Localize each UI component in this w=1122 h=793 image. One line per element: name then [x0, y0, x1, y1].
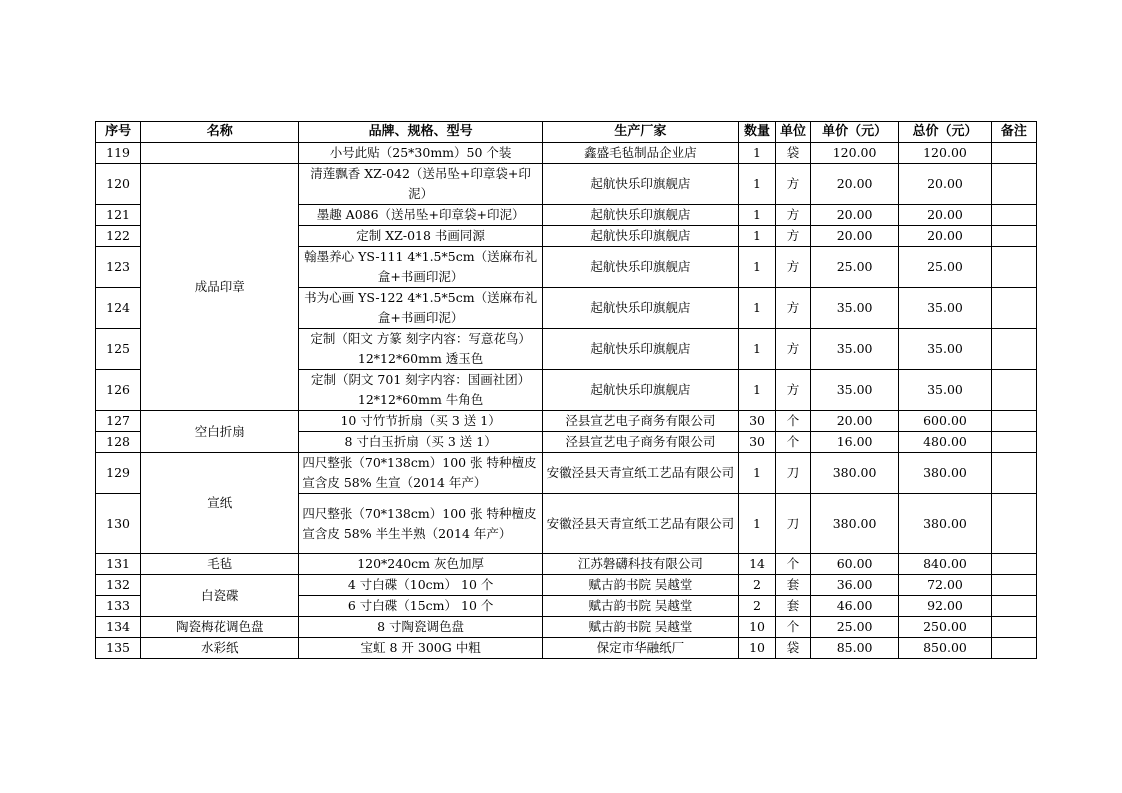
cell-unit: 方	[776, 370, 811, 411]
cell-total: 20.00	[899, 164, 991, 205]
cell-maker: 安徽泾县天青宣纸工艺品有限公司	[542, 453, 738, 494]
cell-note	[991, 247, 1036, 288]
cell-price: 120.00	[810, 143, 898, 164]
cell-total: 72.00	[899, 575, 991, 596]
cell-total: 850.00	[899, 638, 991, 659]
cell-no: 132	[96, 575, 141, 596]
cell-unit: 方	[776, 226, 811, 247]
cell-unit: 个	[776, 432, 811, 453]
cell-unit: 套	[776, 596, 811, 617]
table-row	[96, 164, 1037, 205]
cell-spec: 四尺整张（70*138cm）100 张 特种檀皮宣含皮 58% 生宣（2014 年产）	[299, 453, 542, 494]
cell-qty: 1	[739, 226, 776, 247]
cell-total: 480.00	[899, 432, 991, 453]
header-maker: 生产厂家	[542, 122, 738, 143]
cell-no: 134	[96, 617, 141, 638]
cell-unit: 个	[776, 411, 811, 432]
cell-qty: 1	[739, 288, 776, 329]
cell-qty: 1	[739, 247, 776, 288]
cell-total: 25.00	[899, 247, 991, 288]
cell-maker: 鑫盛毛毡制品企业店	[542, 143, 738, 164]
cell-no: 121	[96, 205, 141, 226]
cell-total: 35.00	[899, 288, 991, 329]
cell-total: 120.00	[899, 143, 991, 164]
header-total: 总价（元）	[899, 122, 991, 143]
cell-qty: 2	[739, 596, 776, 617]
cell-name: 毛毡	[141, 554, 299, 575]
cell-maker: 起航快乐印旗舰店	[542, 247, 738, 288]
cell-price: 60.00	[810, 554, 898, 575]
cell-unit: 个	[776, 617, 811, 638]
cell-qty: 1	[739, 494, 776, 554]
cell-maker: 泾县宣艺电子商务有限公司	[542, 432, 738, 453]
cell-total: 35.00	[899, 329, 991, 370]
cell-unit: 方	[776, 247, 811, 288]
cell-spec: 书为心画 YS-122 4*1.5*5cm（送麻布礼盒+书画印泥）	[299, 288, 542, 329]
cell-spec: 四尺整张（70*138cm）100 张 特种檀皮宣含皮 58% 半生半熟（2014 年产）	[299, 494, 542, 554]
cell-spec: 4 寸白碟（10cm） 10 个	[299, 575, 542, 596]
header-row	[96, 122, 1037, 143]
cell-note	[991, 370, 1036, 411]
cell-maker: 起航快乐印旗舰店	[542, 288, 738, 329]
group-name-paper: 宣纸	[141, 453, 299, 554]
cell-qty: 1	[739, 329, 776, 370]
cell-qty: 30	[739, 411, 776, 432]
cell-qty: 1	[739, 205, 776, 226]
cell-note	[991, 288, 1036, 329]
cell-total: 600.00	[899, 411, 991, 432]
cell-maker: 起航快乐印旗舰店	[542, 370, 738, 411]
cell-total: 380.00	[899, 494, 991, 554]
cell-price: 380.00	[810, 453, 898, 494]
table-row	[96, 411, 1037, 432]
cell-price: 16.00	[810, 432, 898, 453]
header-name: 名称	[141, 122, 299, 143]
cell-qty: 1	[739, 370, 776, 411]
cell-price: 35.00	[810, 329, 898, 370]
cell-unit: 个	[776, 554, 811, 575]
cell-spec: 定制（阴文 701 刻字内容：国画社团）12*12*60mm 牛角色	[299, 370, 542, 411]
cell-price: 20.00	[810, 226, 898, 247]
cell-unit: 方	[776, 329, 811, 370]
header-no: 序号	[96, 122, 141, 143]
cell-note	[991, 226, 1036, 247]
cell-spec: 6 寸白碟（15cm） 10 个	[299, 596, 542, 617]
cell-price: 20.00	[810, 205, 898, 226]
cell-maker: 赋古韵书院 吴越堂	[542, 596, 738, 617]
table-row	[96, 638, 1037, 659]
cell-note	[991, 596, 1036, 617]
cell-qty: 10	[739, 638, 776, 659]
cell-price: 20.00	[810, 411, 898, 432]
cell-qty: 10	[739, 617, 776, 638]
cell-maker: 泾县宣艺电子商务有限公司	[542, 411, 738, 432]
cell-total: 20.00	[899, 205, 991, 226]
cell-spec: 8 寸白玉折扇（买 3 送 1）	[299, 432, 542, 453]
cell-no: 122	[96, 226, 141, 247]
cell-unit: 袋	[776, 638, 811, 659]
cell-maker: 保定市华融纸厂	[542, 638, 738, 659]
cell-price: 36.00	[810, 575, 898, 596]
cell-name: 水彩纸	[141, 638, 299, 659]
table-row	[96, 617, 1037, 638]
cell-unit: 套	[776, 575, 811, 596]
cell-note	[991, 638, 1036, 659]
cell-total: 92.00	[899, 596, 991, 617]
cell-unit: 方	[776, 288, 811, 329]
cell-no: 133	[96, 596, 141, 617]
cell-note	[991, 554, 1036, 575]
cell-total: 840.00	[899, 554, 991, 575]
cell-note	[991, 411, 1036, 432]
cell-unit: 袋	[776, 143, 811, 164]
cell-qty: 30	[739, 432, 776, 453]
cell-price: 25.00	[810, 247, 898, 288]
header-note: 备注	[991, 122, 1036, 143]
cell-price: 20.00	[810, 164, 898, 205]
cell-spec: 120*240cm 灰色加厚	[299, 554, 542, 575]
cell-note	[991, 143, 1036, 164]
cell-price: 35.00	[810, 288, 898, 329]
cell-name	[141, 143, 299, 164]
header-price: 单价（元）	[810, 122, 898, 143]
cell-note	[991, 453, 1036, 494]
procurement-table	[95, 121, 1037, 659]
cell-maker: 起航快乐印旗舰店	[542, 329, 738, 370]
cell-spec: 小号此贴（25*30mm）50 个装	[299, 143, 542, 164]
group-name-dish: 白瓷碟	[141, 575, 299, 617]
cell-maker: 赋古韵书院 吴越堂	[542, 575, 738, 596]
cell-unit: 方	[776, 164, 811, 205]
cell-note	[991, 494, 1036, 554]
cell-no: 129	[96, 453, 141, 494]
cell-total: 20.00	[899, 226, 991, 247]
cell-name: 陶瓷梅花调色盘	[141, 617, 299, 638]
cell-spec: 翰墨养心 YS-111 4*1.5*5cm（送麻布礼盒+书画印泥）	[299, 247, 542, 288]
header-unit: 单位	[776, 122, 811, 143]
cell-no: 130	[96, 494, 141, 554]
cell-spec: 10 寸竹节折扇（买 3 送 1）	[299, 411, 542, 432]
table-row	[96, 453, 1037, 494]
group-name-fan: 空白折扇	[141, 411, 299, 453]
cell-maker: 安徽泾县天青宣纸工艺品有限公司	[542, 494, 738, 554]
group-name-seal: 成品印章	[141, 164, 299, 411]
cell-spec: 8 寸陶瓷调色盘	[299, 617, 542, 638]
cell-qty: 14	[739, 554, 776, 575]
cell-spec: 墨趣 A086（送吊坠+印章袋+印泥）	[299, 205, 542, 226]
cell-note	[991, 575, 1036, 596]
cell-total: 35.00	[899, 370, 991, 411]
cell-no: 135	[96, 638, 141, 659]
cell-maker: 赋古韵书院 吴越堂	[542, 617, 738, 638]
table-row	[96, 143, 1037, 164]
cell-no: 125	[96, 329, 141, 370]
cell-maker: 起航快乐印旗舰店	[542, 164, 738, 205]
cell-total: 380.00	[899, 453, 991, 494]
cell-no: 126	[96, 370, 141, 411]
cell-no: 131	[96, 554, 141, 575]
cell-no: 128	[96, 432, 141, 453]
cell-maker: 江苏磐礴科技有限公司	[542, 554, 738, 575]
cell-price: 35.00	[810, 370, 898, 411]
cell-spec: 定制（阳文 方篆 刻字内容：写意花鸟）12*12*60mm 透玉色	[299, 329, 542, 370]
cell-price: 380.00	[810, 494, 898, 554]
cell-unit: 方	[776, 205, 811, 226]
cell-price: 85.00	[810, 638, 898, 659]
cell-qty: 1	[739, 143, 776, 164]
cell-spec: 清莲飘香 XZ-042（送吊坠+印章袋+印泥）	[299, 164, 542, 205]
cell-note	[991, 164, 1036, 205]
cell-note	[991, 617, 1036, 638]
cell-total: 250.00	[899, 617, 991, 638]
table-row	[96, 554, 1037, 575]
header-spec: 品牌、规格、型号	[299, 122, 542, 143]
header-qty: 数量	[739, 122, 776, 143]
cell-spec: 定制 XZ-018 书画同源	[299, 226, 542, 247]
cell-unit: 刀	[776, 453, 811, 494]
cell-no: 127	[96, 411, 141, 432]
cell-note	[991, 432, 1036, 453]
cell-note	[991, 329, 1036, 370]
cell-qty: 1	[739, 164, 776, 205]
cell-spec: 宝虹 8 开 300G 中粗	[299, 638, 542, 659]
cell-no: 123	[96, 247, 141, 288]
cell-no: 120	[96, 164, 141, 205]
cell-no: 124	[96, 288, 141, 329]
table-row	[96, 575, 1037, 596]
cell-qty: 1	[739, 453, 776, 494]
cell-price: 25.00	[810, 617, 898, 638]
cell-note	[991, 205, 1036, 226]
cell-price: 46.00	[810, 596, 898, 617]
cell-maker: 起航快乐印旗舰店	[542, 205, 738, 226]
cell-qty: 2	[739, 575, 776, 596]
cell-no: 119	[96, 143, 141, 164]
cell-unit: 刀	[776, 494, 811, 554]
cell-maker: 起航快乐印旗舰店	[542, 226, 738, 247]
